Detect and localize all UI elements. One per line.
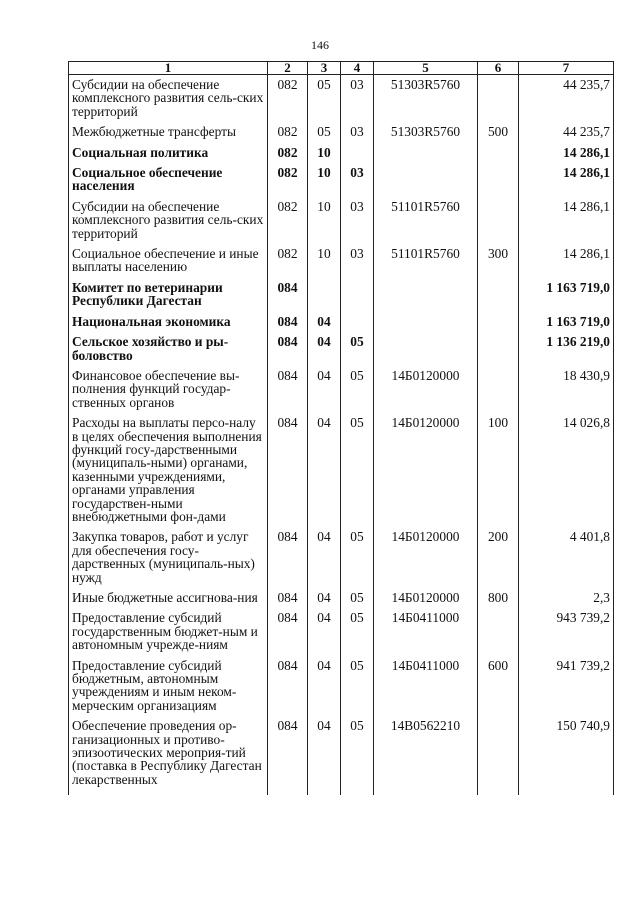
cell-target-article: 14Б0411000 xyxy=(374,656,478,717)
header-col-1: 1 xyxy=(69,62,268,75)
cell-ministry-code: 082 xyxy=(268,163,308,197)
table-row xyxy=(69,608,614,655)
cell-subsection: 03 xyxy=(341,163,374,197)
cell-expense-type xyxy=(478,163,519,197)
cell-subsection: 05 xyxy=(341,332,374,366)
cell-subsection: 05 xyxy=(341,527,374,588)
cell-ministry-code: 084 xyxy=(268,413,308,527)
table-row xyxy=(69,716,614,795)
cell-name: Субсидии на обеспечение комплексного развития сель-ских территорий xyxy=(69,75,268,123)
cell-section: 04 xyxy=(308,608,341,655)
cell-target-article xyxy=(374,278,478,312)
cell-subsection: 05 xyxy=(341,413,374,527)
cell-expense-type: 100 xyxy=(478,413,519,527)
cell-name: Межбюджетные трансферты xyxy=(69,122,268,142)
cell-section xyxy=(308,278,341,312)
cell-name: Предоставление субсидий бюджетным, автономным учреждениям и иным неком-мерческим организациям xyxy=(69,656,268,717)
header-row xyxy=(69,62,614,75)
table-row xyxy=(69,163,614,197)
table-row xyxy=(69,122,614,142)
cell-target-article: 14Б0120000 xyxy=(374,413,478,527)
cell-target-article: 14Б0120000 xyxy=(374,366,478,413)
cell-subsection: 03 xyxy=(341,197,374,244)
cell-ministry-code: 084 xyxy=(268,366,308,413)
cell-ministry-code: 084 xyxy=(268,656,308,717)
cell-name: Социальное обеспечение населения xyxy=(69,163,268,197)
cell-ministry-code: 082 xyxy=(268,244,308,278)
budget-table xyxy=(68,61,614,795)
cell-section: 10 xyxy=(308,143,341,163)
cell-target-article: 14Б0120000 xyxy=(374,588,478,608)
cell-expense-type xyxy=(478,143,519,163)
cell-subsection: 03 xyxy=(341,75,374,123)
cell-section: 04 xyxy=(308,413,341,527)
cell-amount: 14 286,1 xyxy=(519,197,614,244)
cell-subsection: 05 xyxy=(341,366,374,413)
table-row xyxy=(69,244,614,278)
cell-expense-type xyxy=(478,197,519,244)
cell-subsection xyxy=(341,143,374,163)
cell-amount: 44 235,7 xyxy=(519,122,614,142)
cell-section: 04 xyxy=(308,656,341,717)
cell-name: Сельское хозяйство и ры-боловство xyxy=(69,332,268,366)
cell-amount: 14 286,1 xyxy=(519,244,614,278)
cell-name: Социальная политика xyxy=(69,143,268,163)
cell-target-article: 14В0562210 xyxy=(374,716,478,795)
table-row xyxy=(69,366,614,413)
table-row xyxy=(69,312,614,332)
cell-subsection: 03 xyxy=(341,122,374,142)
cell-section: 04 xyxy=(308,716,341,795)
cell-target-article xyxy=(374,312,478,332)
cell-amount: 941 739,2 xyxy=(519,656,614,717)
cell-name: Расходы на выплаты персо-налу в целях обеспечения выполнения функций госу-дарственными (муниципаль-ными) органами, казенными учреждениями, органами управления государствен-ными внебюджетными фон-дами xyxy=(69,413,268,527)
cell-name: Комитет по ветеринарии Республики Дагестан xyxy=(69,278,268,312)
cell-ministry-code: 084 xyxy=(268,588,308,608)
cell-ministry-code: 084 xyxy=(268,332,308,366)
cell-subsection: 05 xyxy=(341,656,374,717)
cell-name: Обеспечение проведения ор-ганизационных и противо-эпизоотических мероприя-тий (поставка в Республику Дагестан лекарственных xyxy=(69,716,268,795)
cell-amount: 2,3 xyxy=(519,588,614,608)
cell-name: Национальная экономика xyxy=(69,312,268,332)
cell-ministry-code: 084 xyxy=(268,312,308,332)
cell-target-article: 51303R5760 xyxy=(374,75,478,123)
cell-subsection: 05 xyxy=(341,716,374,795)
cell-name: Иные бюджетные ассигнова-ния xyxy=(69,588,268,608)
page-number: 146 xyxy=(311,38,329,52)
cell-target-article: 14Б0411000 xyxy=(374,608,478,655)
cell-subsection: 03 xyxy=(341,244,374,278)
cell-section: 05 xyxy=(308,122,341,142)
header-col-2: 2 xyxy=(268,62,308,75)
cell-ministry-code: 082 xyxy=(268,143,308,163)
table-row xyxy=(69,527,614,588)
cell-amount: 943 739,2 xyxy=(519,608,614,655)
cell-subsection xyxy=(341,278,374,312)
cell-expense-type: 300 xyxy=(478,244,519,278)
cell-amount: 4 401,8 xyxy=(519,527,614,588)
cell-amount: 14 286,1 xyxy=(519,143,614,163)
cell-subsection xyxy=(341,312,374,332)
cell-expense-type xyxy=(478,608,519,655)
cell-name: Финансовое обеспечение вы-полнения функций государ-ственных органов xyxy=(69,366,268,413)
cell-target-article xyxy=(374,143,478,163)
cell-subsection: 05 xyxy=(341,588,374,608)
cell-section: 04 xyxy=(308,332,341,366)
cell-amount: 14 026,8 xyxy=(519,413,614,527)
cell-section: 05 xyxy=(308,75,341,123)
header-col-3: 3 xyxy=(308,62,341,75)
cell-section: 04 xyxy=(308,366,341,413)
cell-name: Предоставление субсидий государственным бюджет-ным и автономным учрежде-ниям xyxy=(69,608,268,655)
cell-expense-type xyxy=(478,366,519,413)
cell-amount: 14 286,1 xyxy=(519,163,614,197)
cell-target-article xyxy=(374,163,478,197)
table-row xyxy=(69,143,614,163)
cell-expense-type xyxy=(478,332,519,366)
table-row xyxy=(69,413,614,527)
cell-target-article: 14Б0120000 xyxy=(374,527,478,588)
cell-expense-type: 800 xyxy=(478,588,519,608)
cell-ministry-code: 082 xyxy=(268,75,308,123)
table-row xyxy=(69,197,614,244)
table-row xyxy=(69,278,614,312)
cell-section: 04 xyxy=(308,527,341,588)
cell-amount: 44 235,7 xyxy=(519,75,614,123)
cell-amount: 18 430,9 xyxy=(519,366,614,413)
table-row xyxy=(69,332,614,366)
table-row xyxy=(69,588,614,608)
header-col-7: 7 xyxy=(519,62,614,75)
cell-name: Субсидии на обеспечение комплексного развития сель-ских территорий xyxy=(69,197,268,244)
cell-expense-type xyxy=(478,716,519,795)
table-row xyxy=(69,656,614,717)
cell-section: 04 xyxy=(308,312,341,332)
cell-section: 10 xyxy=(308,197,341,244)
table-row xyxy=(69,75,614,123)
cell-expense-type xyxy=(478,278,519,312)
cell-amount: 1 163 719,0 xyxy=(519,278,614,312)
cell-amount: 1 136 219,0 xyxy=(519,332,614,366)
cell-section: 10 xyxy=(308,244,341,278)
cell-target-article: 51303R5760 xyxy=(374,122,478,142)
cell-target-article: 51101R5760 xyxy=(374,197,478,244)
header-col-5: 5 xyxy=(374,62,478,75)
header-col-4: 4 xyxy=(341,62,374,75)
cell-amount: 150 740,9 xyxy=(519,716,614,795)
cell-ministry-code: 082 xyxy=(268,122,308,142)
cell-ministry-code: 084 xyxy=(268,278,308,312)
cell-target-article xyxy=(374,332,478,366)
cell-ministry-code: 084 xyxy=(268,608,308,655)
cell-ministry-code: 084 xyxy=(268,527,308,588)
cell-expense-type: 200 xyxy=(478,527,519,588)
cell-expense-type: 500 xyxy=(478,122,519,142)
cell-expense-type xyxy=(478,75,519,123)
cell-ministry-code: 082 xyxy=(268,197,308,244)
cell-ministry-code: 084 xyxy=(268,716,308,795)
cell-section: 04 xyxy=(308,588,341,608)
header-col-6: 6 xyxy=(478,62,519,75)
cell-subsection: 05 xyxy=(341,608,374,655)
cell-target-article: 51101R5760 xyxy=(374,244,478,278)
cell-amount: 1 163 719,0 xyxy=(519,312,614,332)
cell-expense-type xyxy=(478,312,519,332)
cell-name: Социальное обеспечение и иные выплаты населению xyxy=(69,244,268,278)
cell-expense-type: 600 xyxy=(478,656,519,717)
cell-name: Закупка товаров, работ и услуг для обеспечения госу-дарственных (муниципаль-ных) нужд xyxy=(69,527,268,588)
cell-section: 10 xyxy=(308,163,341,197)
